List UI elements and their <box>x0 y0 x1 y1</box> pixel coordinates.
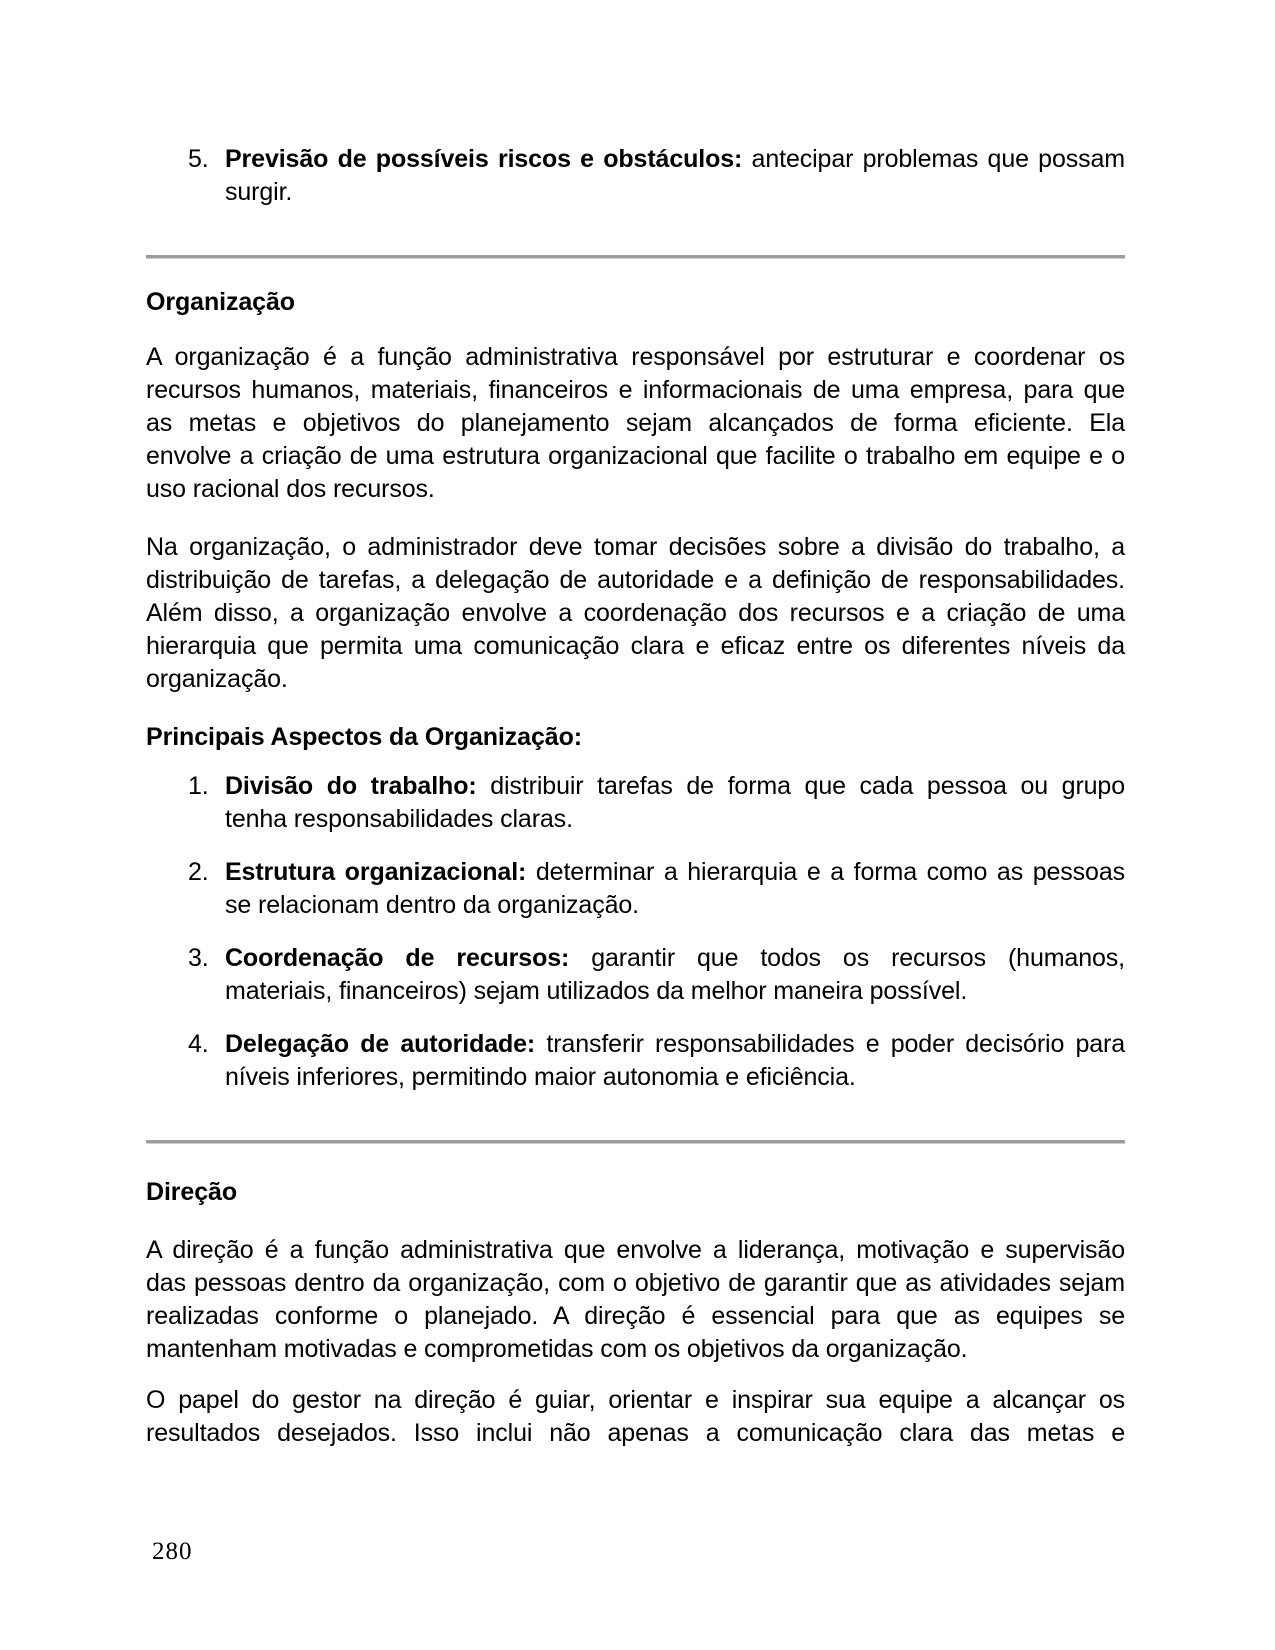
paragraph-line: mantenham motivadas e comprometidas com os objetivos da organização. <box>146 1335 968 1363</box>
list-item <box>146 1028 1125 1094</box>
paragraph-line: níveis inferiores, permitindo maior autonomia e eficiência. <box>225 1063 856 1091</box>
paragraph-line <box>225 942 1125 975</box>
paragraph-line: das pessoas dentro da organização, com o objetivo de garantir que as atividades sejam <box>146 1269 1125 1297</box>
paragraph-line: surgir. <box>225 178 293 206</box>
list-item-body <box>225 856 1125 922</box>
paragraph-line <box>225 770 1125 803</box>
section-divider <box>146 1140 1125 1144</box>
list-item-lead: Previsão de possíveis riscos e obstáculos: <box>225 145 743 173</box>
paragraph <box>146 341 1125 506</box>
list-item-number: 3. <box>188 944 209 972</box>
paragraph-line <box>225 143 1125 176</box>
list-item-text: determinar a hierarquia e a forma como as pessoas <box>535 858 1125 886</box>
list-item <box>146 143 1125 209</box>
section-heading-organizacao: Organização <box>146 288 295 316</box>
paragraph-line: Na organização, o administrador deve tomar decisões sobre a divisão do trabalho, a <box>146 533 1125 561</box>
list-item <box>146 770 1125 836</box>
list-item-lead: Delegação de autoridade: <box>225 1030 536 1058</box>
paragraph-line: materiais, financeiros) sejam utilizados da melhor maneira possível. <box>225 977 968 1005</box>
list-item <box>146 942 1125 1008</box>
list-item <box>146 856 1125 922</box>
paragraph-line: envolve a criação de uma estrutura organizacional que facilite o trabalho em equipe e o <box>146 442 1125 470</box>
page-number: 280 <box>152 1538 193 1565</box>
paragraph-line <box>225 1028 1125 1061</box>
paragraph-line: recursos humanos, materiais, financeiros e informacionais de uma empresa, para que <box>146 376 1125 404</box>
section-heading-direcao: Direção <box>146 1178 238 1206</box>
list-item-lead: Estrutura organizacional: <box>225 858 527 886</box>
list-item-body <box>225 143 1125 209</box>
list-item-lead: Coordenação de recursos: <box>225 944 570 972</box>
list-item-body <box>225 770 1125 836</box>
paragraph-line: distribuição de tarefas, a delegação de autoridade e a definição de responsabilidades. <box>146 566 1125 594</box>
paragraph-line: se relacionam dentro da organização. <box>225 891 639 919</box>
paragraph-line <box>225 856 1125 889</box>
paragraph <box>146 1234 1125 1366</box>
list-item-body <box>225 942 1125 1008</box>
section-divider <box>146 255 1125 259</box>
list-item-number: 4. <box>188 1030 209 1058</box>
paragraph <box>146 531 1125 696</box>
list-item-body <box>225 1028 1125 1094</box>
list-item-lead: Divisão do trabalho: <box>225 772 477 800</box>
paragraph-line: hierarquia que permita uma comunicação clara e eficaz entre os diferentes níveis da <box>146 632 1125 660</box>
paragraph-line: tenha responsabilidades claras. <box>225 805 573 833</box>
list-item-number: 2. <box>188 858 209 886</box>
paragraph-line: uso racional dos recursos. <box>146 475 435 503</box>
paragraph-line: resultados desejados. Isso inclui não apenas a comunicação clara das metas e <box>146 1419 1125 1447</box>
list-item-text: garantir que todos os recursos (humanos, <box>591 944 1125 972</box>
subsection-heading-principais-aspectos: Principais Aspectos da Organização: <box>146 723 582 751</box>
paragraph-line: Além disso, a organização envolve a coordenação dos recursos e a criação de uma <box>146 599 1125 627</box>
list-item-text: antecipar problemas que possam <box>751 145 1125 173</box>
list-item-text: distribuir tarefas de forma que cada pessoa ou grupo <box>490 772 1125 800</box>
page-content <box>146 0 1125 1450</box>
paragraph-line: A organização é a função administrativa responsável por estruturar e coordenar os <box>146 343 1125 371</box>
paragraph-line: organização. <box>146 665 288 693</box>
paragraph-line: A direção é a função administrativa que envolve a liderança, motivação e supervisão <box>146 1236 1125 1264</box>
paragraph <box>146 1384 1125 1450</box>
list-item-text: transferir responsabilidades e poder decisório para <box>546 1030 1126 1058</box>
list-item-number: 1. <box>188 772 209 800</box>
paragraph-line: as metas e objetivos do planejamento sejam alcançados de forma eficiente. Ela <box>146 409 1125 437</box>
paragraph-line: realizadas conforme o planejado. A direção é essencial para que as equipes se <box>146 1302 1125 1330</box>
paragraph-line: O papel do gestor na direção é guiar, orientar e inspirar sua equipe a alcançar os <box>146 1386 1125 1414</box>
list-item-number: 5. <box>188 145 209 173</box>
